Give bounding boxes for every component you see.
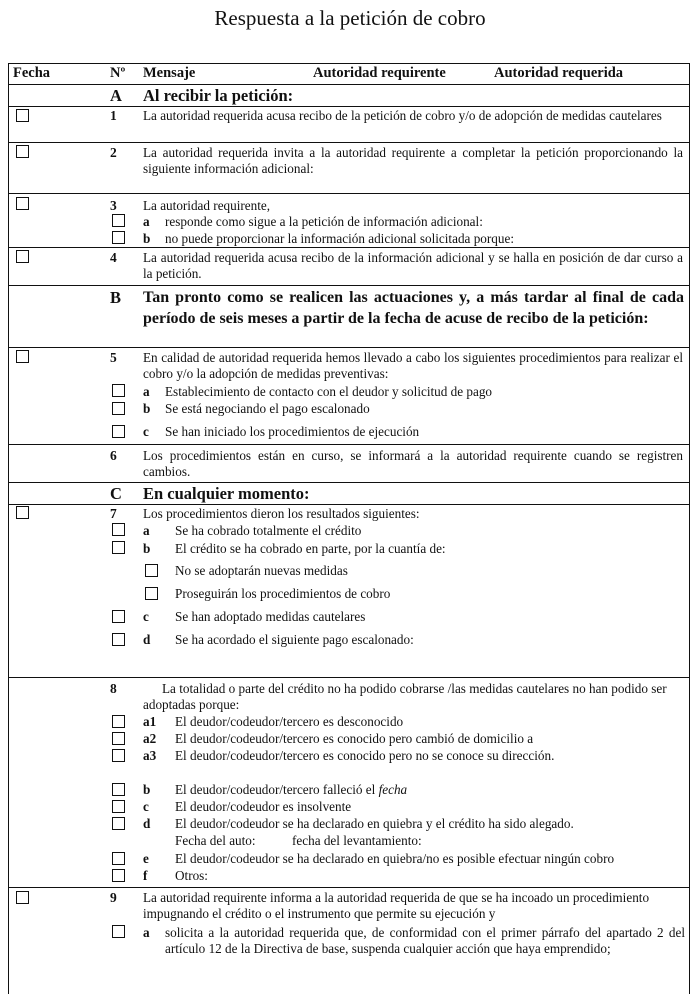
date-checkbox-2[interactable]	[16, 145, 29, 158]
section-b-letter: B	[110, 288, 122, 307]
row-divider	[8, 247, 690, 248]
row-8-number: 8	[110, 681, 117, 696]
date-checkbox-9[interactable]	[16, 891, 29, 904]
option-8a2-letter: a2	[143, 731, 157, 746]
row-divider	[8, 482, 690, 483]
option-7c-letter: c	[143, 609, 149, 624]
row-divider	[8, 285, 690, 286]
option-5c-letter: c	[143, 424, 149, 439]
option-8f-checkbox[interactable]	[112, 869, 125, 882]
row-7-number: 7	[110, 506, 117, 521]
row-6-number: 6	[110, 448, 117, 463]
option-3a-checkbox[interactable]	[112, 214, 125, 227]
option-5c-text: Se han iniciado los procedimientos de ejecución	[165, 424, 420, 439]
table-right-border	[689, 63, 690, 994]
row-divider	[8, 106, 690, 107]
row-divider	[8, 142, 690, 143]
option-8e-text: El deudor/codeudor se ha declarado en quiebra/no es posible efectuar ningún cobro	[175, 851, 615, 866]
option-8a1-checkbox[interactable]	[112, 715, 125, 728]
table-top-border	[8, 63, 690, 64]
option-8b-checkbox[interactable]	[112, 783, 125, 796]
option-7a-checkbox[interactable]	[112, 523, 125, 536]
option-7b2-text: Proseguirán los procedimientos de cobro	[175, 586, 391, 601]
header-no: Nº	[110, 65, 126, 81]
option-8b-date-placeholder: fecha	[378, 782, 408, 797]
option-7d-letter: d	[143, 632, 151, 647]
option-8a3-text: El deudor/codeudor/tercero es conocido pero no se conoce su dirección.	[175, 748, 555, 763]
option-8c-letter: c	[143, 799, 149, 814]
option-7b2-checkbox[interactable]	[145, 587, 158, 600]
option-8f-text: Otros:	[175, 868, 208, 883]
option-3b-letter: b	[143, 231, 151, 246]
date-checkbox-7[interactable]	[16, 506, 29, 519]
option-7b-text: El crédito se ha cobrado en parte, por la cuantía de:	[175, 541, 446, 556]
option-8a1-text: El deudor/codeudor/tercero es desconocido	[175, 714, 404, 729]
row-divider	[8, 887, 690, 888]
header-requirente: Autoridad requirente	[313, 65, 446, 81]
row-9-text: La autoridad requirente informa a la autoridad requerida de que se ha incoado un procedimiento impugnando el crédito o el instrumento que permite su ejecución y	[143, 890, 650, 921]
option-8a3-letter: a3	[143, 748, 157, 763]
option-7d-text: Se ha acordado el siguiente pago escalonado:	[175, 632, 414, 647]
header-separator	[8, 84, 690, 85]
row-divider	[8, 347, 690, 348]
option-7b-letter: b	[143, 541, 151, 556]
option-8a2-text: El deudor/codeudor/tercero es conocido pero cambió de domicilio a	[175, 731, 534, 746]
option-8b-letter: b	[143, 782, 151, 797]
option-9a-checkbox[interactable]	[112, 925, 125, 938]
row-4-number: 4	[110, 250, 117, 265]
option-3b-checkbox[interactable]	[112, 231, 125, 244]
option-7c-checkbox[interactable]	[112, 610, 125, 623]
row-divider	[8, 677, 690, 678]
option-8c-checkbox[interactable]	[112, 800, 125, 813]
section-c-letter: C	[110, 484, 122, 503]
row-3-text: La autoridad requirente,	[143, 198, 271, 213]
row-divider	[8, 193, 690, 194]
option-8b-label: El deudor/codeudor/tercero falleció el	[175, 782, 376, 797]
row-1-text: La autoridad requerida acusa recibo de la petición de cobro y/o de adopción de medidas cautelares	[143, 108, 662, 123]
date-checkbox-1[interactable]	[16, 109, 29, 122]
row-4-text: La autoridad requerida acusa recibo de la información adicional y se halla en posición de dar curso a la petición.	[143, 250, 683, 281]
option-5c-checkbox[interactable]	[112, 425, 125, 438]
header-mensaje: Mensaje	[143, 65, 196, 81]
row-5-number: 5	[110, 350, 117, 365]
date-checkbox-5[interactable]	[16, 350, 29, 363]
option-8d-lift-date-label: fecha del levantamiento:	[292, 833, 422, 848]
page-title: Respuesta a la petición de cobro	[214, 6, 486, 30]
row-5-text: En calidad de autoridad requerida hemos llevado a cabo los siguientes procedimientos para realizar el cobro y/o la adopción de medidas preventivas:	[143, 350, 683, 381]
option-5b-letter: b	[143, 401, 151, 416]
option-7c-text: Se han adoptado medidas cautelares	[175, 609, 366, 624]
option-8a2-checkbox[interactable]	[112, 732, 125, 745]
option-8f-letter: f	[143, 868, 148, 883]
option-8e-checkbox[interactable]	[112, 852, 125, 865]
section-b-title: Tan pronto como se realicen las actuaciones y, a más tardar al final de cada período de seis meses a partir de la fecha de acuse de recibo de la petición:	[143, 289, 684, 327]
header-fecha: Fecha	[13, 65, 51, 81]
row-8-text: La totalidad o parte del crédito no ha podido cobrarse /las medidas cautelares no han podido ser adoptadas porque:	[143, 681, 667, 712]
option-5b-text: Se está negociando el pago escalonado	[165, 401, 370, 416]
option-8d-checkbox[interactable]	[112, 817, 125, 830]
date-checkbox-4[interactable]	[16, 250, 29, 263]
option-8a1-letter: a1	[143, 714, 157, 729]
section-c-title: En cualquier momento:	[143, 484, 310, 503]
option-5a-letter: a	[143, 384, 150, 399]
row-7-text: Los procedimientos dieron los resultados siguientes:	[143, 506, 420, 521]
option-9a-text: solicita a la autoridad requerida que, de conformidad con el primer párrafo del apartado 2 del artículo 12 de la Directiva de base, suspenda cualquier acción que haya emprendido;	[165, 925, 685, 956]
option-8a3-checkbox[interactable]	[112, 749, 125, 762]
row-9-number: 9	[110, 890, 117, 905]
row-divider	[8, 444, 690, 445]
section-a-letter: A	[110, 86, 122, 105]
row-2-number: 2	[110, 145, 117, 160]
row-3-number: 3	[110, 198, 117, 213]
option-5b-checkbox[interactable]	[112, 402, 125, 415]
option-5a-text: Establecimiento de contacto con el deudor y solicitud de pago	[165, 384, 493, 399]
option-7d-checkbox[interactable]	[112, 633, 125, 646]
option-8d-text: El deudor/codeudor se ha declarado en quiebra y el crédito ha sido alegado.	[175, 816, 574, 831]
option-8d-letter: d	[143, 816, 151, 831]
row-1-number: 1	[110, 108, 117, 123]
section-a-title: Al recibir la petición:	[143, 86, 294, 105]
option-7b1-text: No se adoptarán nuevas medidas	[175, 563, 348, 578]
option-8c-text: El deudor/codeudor es insolvente	[175, 799, 352, 814]
option-8d-auto-date-label: Fecha del auto:	[175, 833, 256, 848]
row-divider	[8, 504, 690, 505]
table-left-border	[8, 63, 9, 994]
header-requerida: Autoridad requerida	[494, 65, 624, 81]
option-7a-text: Se ha cobrado totalmente el crédito	[175, 523, 362, 538]
row-6-text: Los procedimientos están en curso, se informará a la autoridad requirente cuando se registren cambios.	[143, 448, 683, 479]
option-5a-checkbox[interactable]	[112, 384, 125, 397]
option-3a-letter: a	[143, 214, 150, 229]
row-2-text: La autoridad requerida invita a la autoridad requirente a completar la petición proporcionando la siguiente información adicional:	[143, 145, 683, 176]
date-checkbox-3[interactable]	[16, 197, 29, 210]
option-3a-text: responde como sigue a la petición de información adicional:	[165, 214, 483, 229]
option-7a-letter: a	[143, 523, 150, 538]
option-9a-letter: a	[143, 925, 150, 940]
option-7b1-checkbox[interactable]	[145, 564, 158, 577]
option-8e-letter: e	[143, 851, 149, 866]
option-3b-text: no puede proporcionar la información adicional solicitada porque:	[165, 231, 514, 246]
option-7b-checkbox[interactable]	[112, 541, 125, 554]
option-8b-text	[175, 782, 407, 798]
